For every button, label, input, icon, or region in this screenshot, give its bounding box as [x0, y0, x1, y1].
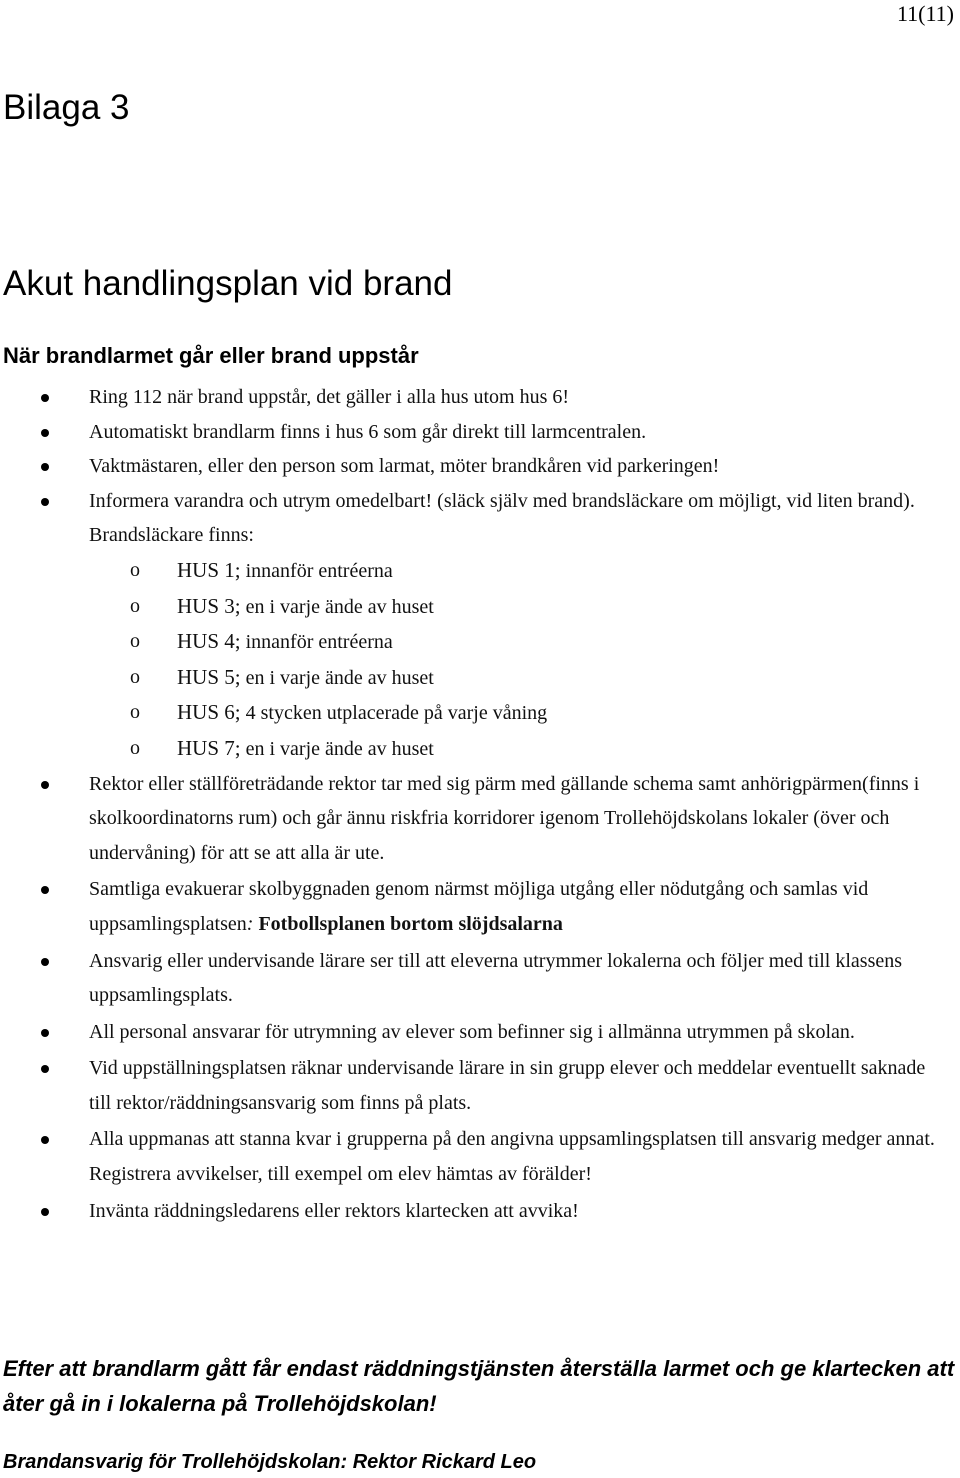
list-item — [0, 380, 960, 415]
ring-bullet-icon: o — [130, 594, 140, 617]
bullet-icon — [41, 498, 49, 506]
extinguisher-item — [0, 624, 950, 660]
extinguisher-item — [0, 553, 950, 589]
location-text: en i varje ände av huset — [245, 666, 434, 689]
house-label: HUS 5; — [177, 664, 241, 689]
list-item — [0, 944, 960, 1013]
responsible-person: Brandansvarig för Trollehöjdskolan: Rektor Rickard Leo — [3, 1451, 537, 1473]
extinguisher-list — [0, 553, 950, 767]
bullet-icon — [41, 1029, 49, 1037]
list-item — [0, 1122, 960, 1191]
location-text: en i varje ände av huset — [245, 595, 434, 618]
location-text: innanför entréerna — [245, 559, 393, 582]
bullet-icon — [41, 886, 49, 894]
house-label: HUS 1; — [177, 557, 241, 582]
bullet-icon — [41, 1065, 49, 1073]
action-list — [0, 380, 960, 1228]
ring-bullet-icon: o — [130, 665, 140, 688]
list-item — [0, 1194, 960, 1229]
list-item — [0, 415, 960, 450]
plan-title: Akut handlingsplan vid brand — [3, 264, 453, 303]
section-heading: När brandlarmet går eller brand uppstår — [3, 343, 419, 368]
bullet-icon — [41, 1136, 49, 1144]
assembly-point: Fotbollsplanen bortom slöjdsalarna — [258, 912, 563, 935]
extinguisher-item — [0, 589, 950, 625]
page-number: 11(11) — [896, 1, 954, 26]
list-item — [0, 767, 960, 871]
extinguisher-item — [0, 731, 950, 767]
extinguisher-item — [0, 660, 950, 696]
list-item — [0, 449, 960, 484]
list-item-text: Invänta räddningsledarens eller rektors klartecken att avvika! — [89, 1199, 579, 1222]
appendix-title: Bilaga 3 — [3, 88, 130, 127]
list-item-text: Samtliga evakuerar skolbyggnaden genom närmst möjliga utgång eller nödutgång och samlas vid uppsamlingsplatsen — [89, 878, 869, 935]
extinguisher-item — [0, 695, 950, 731]
list-item — [0, 1051, 960, 1120]
ring-bullet-icon: o — [130, 736, 140, 759]
bullet-icon — [41, 958, 49, 966]
house-label: HUS 3; — [177, 593, 241, 618]
list-item-text: Rektor eller ställföreträdande rektor tar med sig pärm med gällande schema samt anhörigpärmen(finns i skolkoordinatorns rum) och går ännu riskfria korridorer igenom Trollehöjdskolans lokaler (över och undervåning) för att se att alla är ute. — [89, 772, 920, 864]
list-item-text: Informera varandra och utrym omedelbart! (släck själv med brandsläckare om möjligt, vid liten brand). Brandsläckare finns: — [89, 489, 915, 547]
list-item — [0, 484, 960, 767]
house-label: HUS 6; — [177, 700, 241, 725]
house-label: HUS 7; — [177, 735, 241, 760]
house-label: HUS 4; — [177, 629, 241, 654]
location-text: 4 stycken utplacerade på varje våning — [245, 702, 548, 725]
bullet-icon — [41, 394, 49, 402]
list-item-text: Alla uppmanas att stanna kvar i grupperna på den angivna uppsamlingsplatsen till ansvarig medger annat. Registrera avvikelser, till exempel om elev hämtas av förälder! — [89, 1128, 935, 1186]
reset-notice: Efter att brandlarm gått får endast räddningstjänsten återställa larmet och ge klartecken att åter gå in i lokalerna på Trollehöjdskolan! — [3, 1356, 955, 1416]
location-text: innanför entréerna — [245, 631, 393, 654]
list-item-text: Ansvarig eller undervisande lärare ser till att eleverna utrymmer lokalerna och följer med till klassens uppsamlingsplats. — [89, 949, 903, 1007]
list-item — [0, 872, 960, 941]
bullet-icon — [41, 1208, 49, 1216]
colon: : — [246, 912, 254, 935]
list-item-text: Automatiskt brandlarm finns i hus 6 som går direkt till larmcentralen. — [89, 420, 647, 443]
ring-bullet-icon: o — [130, 630, 140, 653]
bullet-icon — [41, 463, 49, 471]
bullet-icon — [41, 781, 49, 789]
list-item — [0, 1015, 960, 1050]
list-item-text: Ring 112 när brand uppstår, det gäller i alla hus utom hus 6! — [89, 386, 570, 408]
location-text: en i varje ände av huset — [245, 737, 434, 760]
list-item-text: All personal ansvarar för utrymning av elever som befinner sig i allmänna utrymmen på skolan. — [89, 1020, 855, 1043]
ring-bullet-icon: o — [130, 701, 140, 724]
bullet-icon — [41, 429, 49, 437]
ring-bullet-icon: o — [130, 558, 140, 581]
list-item-text: Vid uppställningsplatsen räknar undervisande lärare in sin grupp elever och meddelar eventuellt saknade till rektor/räddningsansvarig som finns på plats. — [89, 1057, 926, 1114]
list-item-text: Vaktmästaren, eller den person som larmat, möter brandkåren vid parkeringen! — [89, 455, 720, 478]
